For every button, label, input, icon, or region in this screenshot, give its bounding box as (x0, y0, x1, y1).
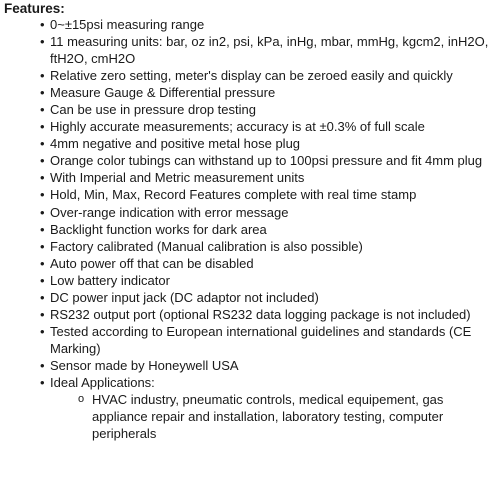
bullet-icon: • (40, 34, 45, 50)
bullet-icon: • (40, 374, 45, 390)
bullet-icon: • (40, 255, 45, 271)
list-item (40, 16, 490, 33)
bullet-icon: • (40, 306, 45, 322)
bullet-icon: • (40, 170, 45, 186)
list-item (40, 204, 490, 221)
list-item (40, 221, 490, 238)
feature-text: With Imperial and Metric measurement units (50, 170, 305, 186)
bullet-icon: • (40, 187, 45, 203)
list-item (40, 306, 490, 323)
feature-text: 4mm negative and positive metal hose plug (50, 136, 301, 152)
bullet-icon: • (40, 136, 45, 152)
list-item (40, 84, 490, 101)
list-item (40, 101, 490, 118)
feature-text: Hold, Min, Max, Record Features complete with real time stamp (50, 187, 417, 203)
bullet-icon: • (40, 85, 45, 101)
feature-text: Sensor made by Honeywell USA (50, 357, 239, 373)
feature-text: Relative zero setting, meter's display can be zeroed easily and quickly (50, 68, 453, 84)
bullet-icon: • (40, 357, 45, 373)
feature-text: 0~±15psi measuring range (50, 17, 205, 32)
list-item (40, 238, 490, 255)
feature-text: Measure Gauge & Differential pressure (50, 85, 276, 101)
bullet-icon: • (40, 68, 45, 84)
list-item (40, 255, 490, 272)
feature-text: 11 measuring units: bar, oz in2, psi, kPa, inHg, mbar, mmHg, kgcm2, inH2O, ftH2O, cmH2O (50, 34, 489, 67)
circle-bullet-icon: o (78, 393, 85, 406)
feature-text: Factory calibrated (Manual calibration is also possible) (50, 238, 363, 254)
feature-text: RS232 output port (optional RS232 data logging package is not included) (50, 306, 471, 322)
list-item (40, 374, 490, 442)
feature-text: Auto power off that can be disabled (50, 255, 254, 271)
bullet-icon: • (40, 119, 45, 135)
features-list (40, 16, 490, 442)
list-item (40, 33, 490, 67)
bullet-icon: • (40, 272, 45, 288)
feature-text: Tested according to European international guidelines and standards (CE Marking) (50, 323, 472, 356)
list-item (40, 357, 490, 374)
list-item (40, 67, 490, 84)
feature-text: Backlight function works for dark area (50, 221, 267, 237)
list-item (40, 186, 490, 203)
bullet-icon: • (40, 289, 45, 305)
bullet-icon: • (40, 238, 45, 254)
application-text: HVAC industry, pneumatic controls, medical equipement, gas appliance repair and installation, laboratory testing, computer peripherals (92, 392, 444, 442)
bullet-icon: • (40, 221, 45, 237)
list-item (40, 272, 490, 289)
bullet-icon: • (40, 153, 45, 169)
list-item (40, 135, 490, 152)
feature-text: Orange color tubings can withstand up to 100psi pressure and fit 4mm plug (50, 153, 483, 169)
feature-text: Over-range indication with error message (50, 204, 289, 220)
applications-list (50, 391, 490, 442)
feature-text: DC power input jack (DC adaptor not included) (50, 289, 319, 305)
list-item (40, 152, 490, 169)
feature-text: Highly accurate measurements; accuracy is at ±0.3% of full scale (50, 119, 425, 135)
list-item (40, 323, 490, 357)
bullet-icon: • (40, 204, 45, 220)
bullet-icon: • (40, 102, 45, 118)
bullet-icon: • (40, 323, 45, 339)
list-item (40, 118, 490, 135)
bullet-icon: • (40, 17, 45, 32)
list-item (40, 169, 490, 186)
feature-text: Low battery indicator (50, 272, 170, 288)
feature-text: Can be use in pressure drop testing (50, 102, 256, 118)
feature-text: Ideal Applications: (50, 374, 155, 390)
features-heading: Features: (4, 1, 65, 16)
application-item (50, 391, 490, 442)
list-item (40, 289, 490, 306)
